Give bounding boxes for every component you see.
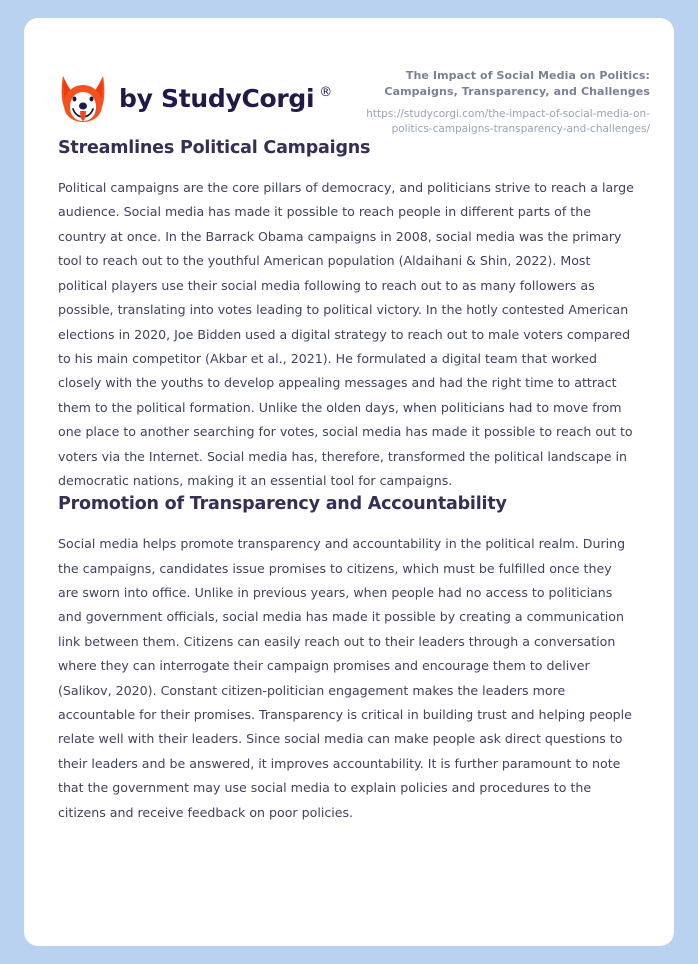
studycorgi-brand[interactable]: [58, 66, 332, 124]
section-paragraph-1: Political campaigns are the core pillars of democracy, and politicians strive to reach a large audience. Social media has made it possible to reach people in different parts of the country at once. In the Barrack Obama campaigns in 2008, social media was the primary tool to reach out to the youthful American population (Aldaihani & Shin, 2022). Most political players use their social media following to reach out to as many followers as possible, translating into votes leading to political victory. In the hotly contested American elections in 2020, Joe Bidden used a digital strategy to reach out to male voters compared to his main competitor (Akbar et al., 2021). He formulated a digital team that worked closely with the youths to develop appealing messages and had the right time to attract them to the political formation. Unlike the olden days, when politicians had to move from one place to another searching for votes, social media has made it possible to reach out to voters via the Internet. Social media has, therefore, transformed the political landscape in democratic nations, making it an essential tool for campaigns.: [58, 180, 634, 488]
document-meta: [332, 66, 650, 137]
registered-trademark-icon: ®: [319, 84, 333, 100]
section-heading-1: Streamlines Political Campaigns: [58, 138, 371, 159]
document-title: The Impact of Social Media on Politics: Campaigns, Transparency, and Challenges: [384, 69, 650, 98]
section-heading-2: Promotion of Transparency and Accountability: [58, 494, 507, 515]
section-paragraph-2: Social media helps promote transparency and accountability in the political realm. During the campaigns, candidates issue promises to citizens, which must be fulfilled once they are sworn into office. Unlike in previous years, when people had no access to politicians and government officials, social media has made it possible by creating a communication link between them. Citizens can easily reach out to their leaders through a conversation where they can interrogate their campaign promises and encourage them to deliver (Salikov, 2020). Constant citizen-politician engagement makes the leaders more accountable for their promises. Transparency is critical in building trust and helping people relate well with their leaders. Since social media can make people ask direct questions to their leaders and be answered, it improves accountability. It is further paramount to note that the government may use social media to explain policies and procedures to the citizens and receive feedback on poor policies.: [58, 536, 632, 820]
document-body: [24, 137, 674, 825]
document-page-card: [24, 18, 674, 946]
brand-wordmark: [119, 83, 333, 113]
document-url[interactable]: https://studycorgi.com/the-impact-of-social-media-on-politics-campaigns-transparency-and-challenges/: [366, 107, 650, 136]
document-header: [24, 18, 674, 137]
corgi-face-icon: [58, 72, 108, 124]
brand-name: by StudyCorgi: [119, 83, 315, 113]
